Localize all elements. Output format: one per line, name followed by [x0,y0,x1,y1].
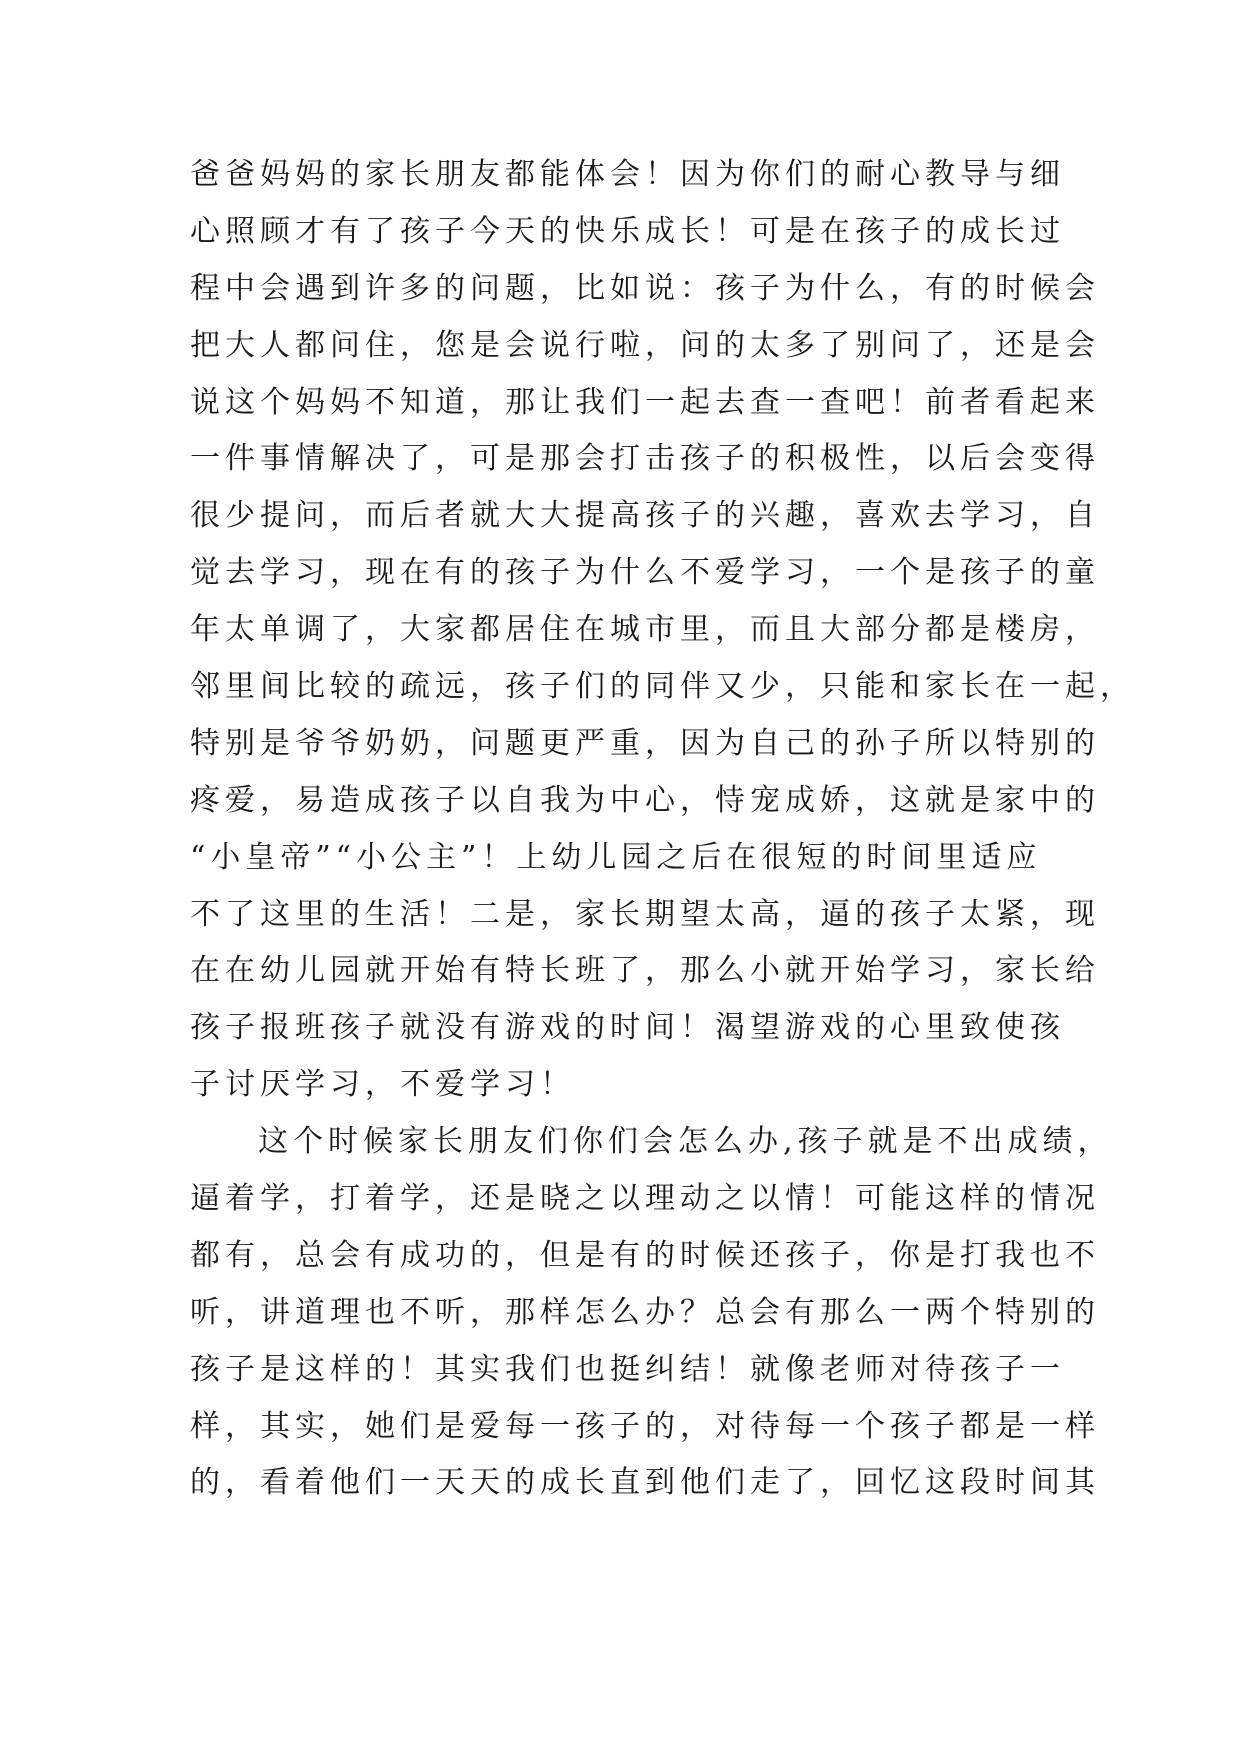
text-line: 程中会遇到许多的问题，比如说：孩子为什么，有的时候会 [190,270,1100,306]
text-line: 都有，总会有成功的，但是有的时候还孩子，你是打我也不 [190,1237,1100,1273]
document-body [190,147,1135,1512]
text-line-first-indent: 这个时候家长朋友们你们会怎么办,孩子就是不出成绩， [258,1124,1113,1160]
text-line: 不了这里的生活！二是，家长期望太高，逼的孩子太紧，现 [190,896,1100,932]
text-line: 邻里间比较的疏远，孩子们的同伴又少，只能和家长在一起， [190,669,1135,705]
text-line: 把大人都问住，您是会说行啦，问的太多了别问了，还是会 [190,327,1100,363]
text-line: 孩子报班孩子就没有游戏的时间！渴望游戏的心里致使孩 [190,1010,1065,1046]
text-line: 子讨厌学习，不爱学习！ [190,1067,575,1103]
text-line: 一件事情解决了，可是那会打击孩子的积极性，以后会变得 [190,441,1100,477]
paragraph-1 [190,147,1135,1114]
paragraph-2 [190,1114,1113,1512]
text-line: “小皇帝”“小公主”！上幼儿园之后在很短的时间里适应 [190,839,1042,875]
text-line: 的，看着他们一天天的成长直到他们走了，回忆这段时间其 [190,1465,1100,1501]
text-line: 说这个妈妈不知道，那让我们一起去查一查吧！前者看起来 [190,384,1100,420]
text-line: 孩子是这样的！其实我们也挺纠结！就像老师对待孩子一 [190,1351,1065,1387]
text-line: 在在幼儿园就开始有特长班了，那么小就开始学习，家长给 [190,953,1100,989]
text-line: 样，其实，她们是爱每一孩子的，对待每一个孩子都是一样 [190,1408,1100,1444]
text-line: 特别是爷爷奶奶，问题更严重，因为自己的孙子所以特别的 [190,725,1100,761]
text-line: 年太单调了，大家都居住在城市里，而且大部分都是楼房， [190,612,1100,648]
text-line: 逼着学，打着学，还是晓之以理动之以情！可能这样的情况 [190,1181,1100,1217]
text-line: 觉去学习，现在有的孩子为什么不爱学习，一个是孩子的童 [190,555,1100,591]
text-line: 心照顾才有了孩子今天的快乐成长！可是在孩子的成长过 [190,213,1065,249]
text-line: 爸爸妈妈的家长朋友都能体会！因为你们的耐心教导与细 [190,157,1065,192]
text-line: 疼爱，易造成孩子以自我为中心，恃宠成娇，这就是家中的 [190,782,1100,818]
text-line: 听，讲道理也不听，那样怎么办？总会有那么一两个特别的 [190,1294,1100,1330]
text-line: 很少提问，而后者就大大提高孩子的兴趣，喜欢去学习，自 [190,498,1100,534]
